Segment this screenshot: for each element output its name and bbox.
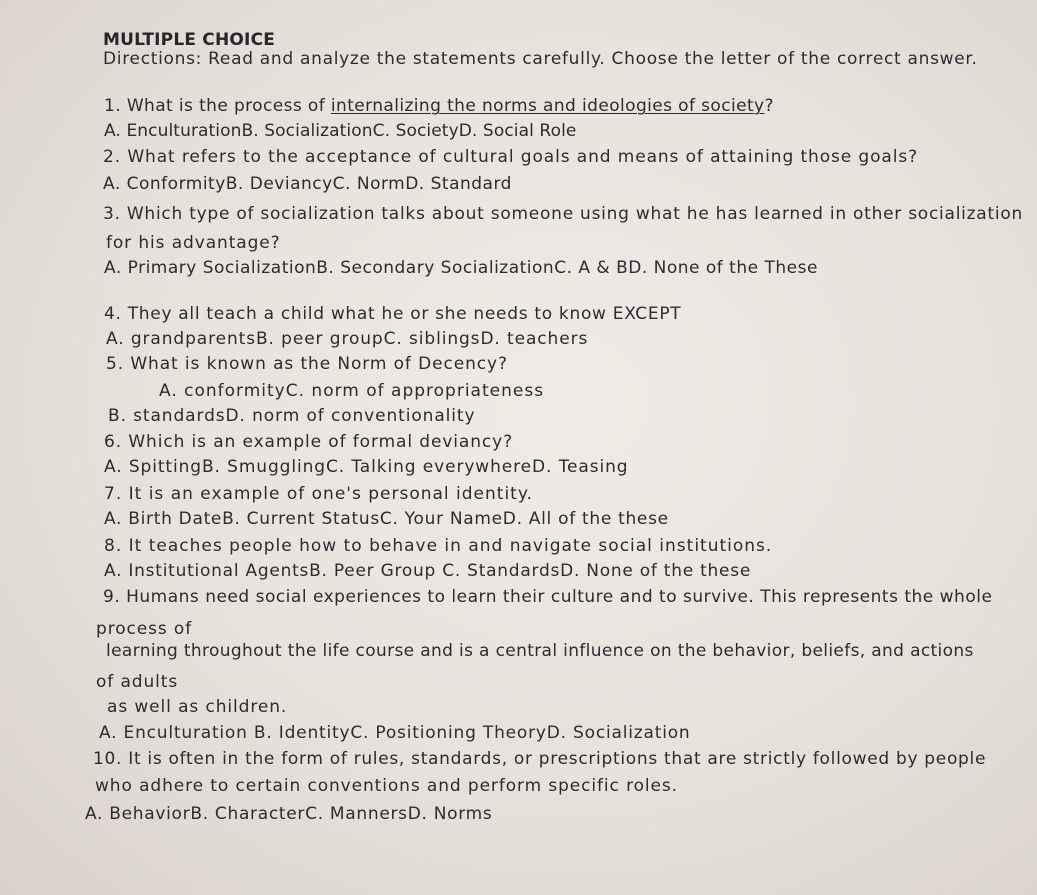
question-5: 5. What is known as the Norm of Decency? [106, 354, 508, 374]
question-10-line-1: 10. It is often in the form of rules, standards, or prescriptions that are strictly followed by people [93, 749, 987, 769]
question-2-choices: A. ConformityB. DeviancyC. NormD. Standard [103, 174, 512, 194]
question-9-line-1: 9. Humans need social experiences to learn their culture and to survive. This represents the whole [103, 587, 993, 607]
question-9-line-3: learning throughout the life course and is a central influence on the behavior, beliefs, and actions [106, 641, 974, 661]
question-8-choices: A. Institutional AgentsB. Peer Group C. StandardsD. None of the these [104, 561, 752, 581]
question-8: 8. It teaches people how to behave in and navigate social institutions. [104, 536, 773, 556]
question-9-line-2: process of [96, 619, 193, 639]
section-title: MULTIPLE CHOICE [103, 30, 276, 50]
question-1-choices: A. EnculturationB. SocializationC. SocietyD. Social Role [104, 121, 577, 141]
question-7-choices: A. Birth DateB. Current StatusC. Your NameD. All of the these [104, 509, 669, 529]
question-6-choices: A. SpittingB. SmugglingC. Talking everywhereD. Teasing [104, 457, 629, 477]
question-1-text: 1. What is the process of [104, 96, 331, 116]
question-3-line-2: for his advantage? [106, 233, 281, 253]
question-9-line-5: as well as children. [107, 697, 288, 717]
question-2: 2. What refers to the acceptance of cultural goals and means of attaining those goals? [103, 147, 919, 167]
question-4-choices: A. grandparentsB. peer groupC. siblingsD. teachers [106, 329, 589, 349]
question-6: 6. Which is an example of formal deviancy? [104, 432, 514, 452]
question-3-choices: A. Primary SocializationB. Secondary SocializationC. A & BD. None of the These [104, 258, 818, 278]
question-3-line-1: 3. Which type of socialization talks about someone using what he has learned in other socialization [103, 204, 1024, 224]
question-10-choices: A. BehaviorB. CharacterC. MannersD. Norms [85, 804, 493, 824]
question-10-line-2: who adhere to certain conventions and perform specific roles. [95, 776, 678, 796]
directions-text: Directions: Read and analyze the statements carefully. Choose the letter of the correct answer. [103, 49, 978, 69]
question-9-choices: A. Enculturation B. IdentityC. Positioning TheoryD. Socialization [99, 723, 691, 743]
question-9-line-4: of adults [96, 672, 179, 692]
question-7: 7. It is an example of one's personal identity. [104, 484, 533, 504]
question-5-choices-line-2: B. standardsD. norm of conventionality [108, 406, 476, 426]
question-5-choices-line-1: A. conformityC. norm of appropriateness [159, 381, 545, 401]
question-4: 4. They all teach a child what he or she needs to know EXCEPT [104, 304, 682, 324]
question-1-end: ? [764, 96, 774, 116]
question-1 [104, 95, 774, 117]
question-1-underlined-phrase: internalizing the norms and ideologies of society [330, 96, 765, 116]
